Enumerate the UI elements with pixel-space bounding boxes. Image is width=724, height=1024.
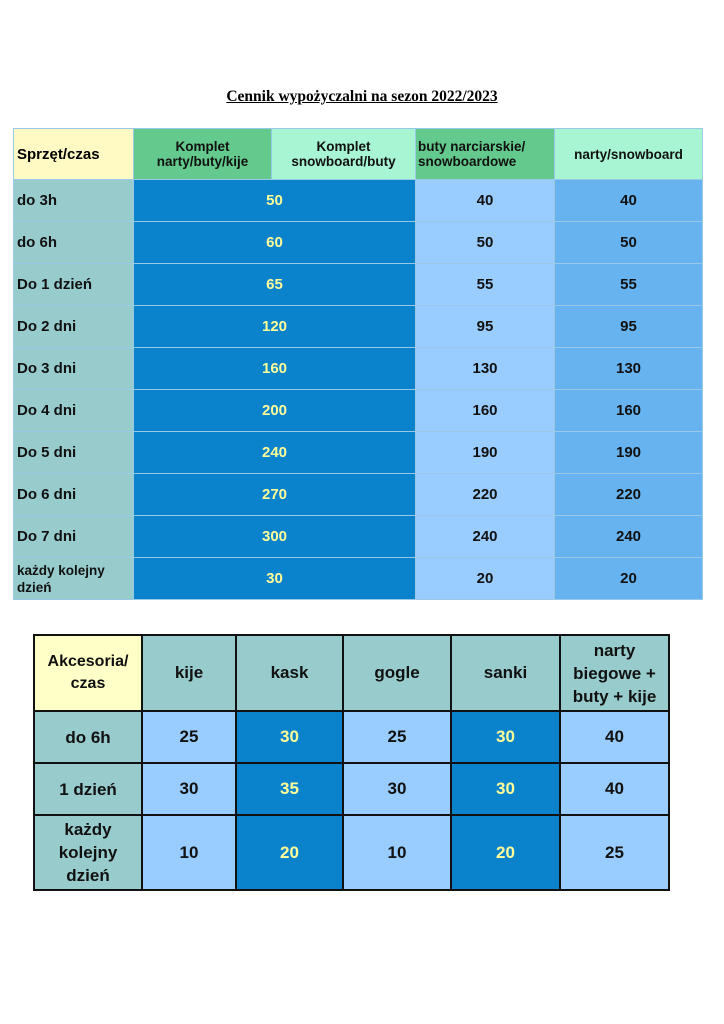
table-row — [14, 348, 703, 390]
sled-price: 30 — [451, 763, 560, 815]
skis-price: 40 — [555, 180, 703, 222]
skis-price: 50 — [555, 222, 703, 264]
row-label: Do 2 dni — [14, 306, 134, 348]
header-goggles: gogle — [343, 635, 451, 711]
table-row — [14, 558, 703, 600]
goggles-price: 25 — [343, 711, 451, 763]
table-row — [14, 474, 703, 516]
skis-price: 130 — [555, 348, 703, 390]
boots-price: 20 — [416, 558, 555, 600]
header-snowboard-set: Komplet snowboard/buty — [272, 129, 416, 180]
cross-country-price: 25 — [560, 815, 669, 890]
table-row — [14, 222, 703, 264]
equipment-price-table — [13, 128, 703, 600]
skis-price: 95 — [555, 306, 703, 348]
sled-price: 20 — [451, 815, 560, 890]
boots-price: 130 — [416, 348, 555, 390]
helmet-price: 30 — [236, 711, 343, 763]
header-sled: sanki — [451, 635, 560, 711]
page-title: Cennik wypożyczalni na sezon 2022/2023 — [226, 88, 498, 105]
set-price: 30 — [134, 558, 416, 600]
poles-price: 25 — [142, 711, 236, 763]
header-helmet: kask — [236, 635, 343, 711]
boots-price: 220 — [416, 474, 555, 516]
row-label: Do 3 dni — [14, 348, 134, 390]
boots-price: 240 — [416, 516, 555, 558]
row-label: Do 4 dni — [14, 390, 134, 432]
set-price: 240 — [134, 432, 416, 474]
row-label: Do 1 dzień — [14, 264, 134, 306]
header-boots: buty narciarskie/ snowboardowe — [416, 129, 555, 180]
table-row — [14, 516, 703, 558]
poles-price: 10 — [142, 815, 236, 890]
helmet-price: 20 — [236, 815, 343, 890]
set-price: 160 — [134, 348, 416, 390]
row-label: każdy kolejny dzień — [14, 558, 134, 600]
boots-price: 190 — [416, 432, 555, 474]
table-row — [14, 390, 703, 432]
skis-price: 220 — [555, 474, 703, 516]
table-row — [14, 264, 703, 306]
skis-price: 160 — [555, 390, 703, 432]
row-label: Do 6 dni — [14, 474, 134, 516]
row-label: Do 7 dni — [14, 516, 134, 558]
header-cross-country-set: narty biegowe + buty + kije — [560, 635, 669, 711]
header-accessories-time: Akcesoria/ czas — [34, 635, 142, 711]
row-label: Do 5 dni — [14, 432, 134, 474]
cross-country-price: 40 — [560, 763, 669, 815]
header-skis-snowboard: narty/snowboard — [555, 129, 703, 180]
set-price: 200 — [134, 390, 416, 432]
set-price: 50 — [134, 180, 416, 222]
helmet-price: 35 — [236, 763, 343, 815]
table-row — [14, 180, 703, 222]
set-price: 60 — [134, 222, 416, 264]
boots-price: 55 — [416, 264, 555, 306]
row-label: do 6h — [34, 711, 142, 763]
poles-price: 30 — [142, 763, 236, 815]
boots-price: 160 — [416, 390, 555, 432]
table-row — [14, 432, 703, 474]
set-price: 270 — [134, 474, 416, 516]
skis-price: 55 — [555, 264, 703, 306]
skis-price: 240 — [555, 516, 703, 558]
boots-price: 50 — [416, 222, 555, 264]
row-label: do 6h — [14, 222, 134, 264]
header-poles: kije — [142, 635, 236, 711]
header-equipment-time: Sprzęt/czas — [14, 129, 134, 180]
table-row — [14, 306, 703, 348]
boots-price: 40 — [416, 180, 555, 222]
accessories-header-row — [34, 635, 669, 711]
table-row — [34, 815, 669, 890]
row-label: do 3h — [14, 180, 134, 222]
goggles-price: 30 — [343, 763, 451, 815]
header-ski-set: Komplet narty/buty/kije — [134, 129, 272, 180]
skis-price: 20 — [555, 558, 703, 600]
set-price: 300 — [134, 516, 416, 558]
row-label: 1 dzień — [34, 763, 142, 815]
table-row — [34, 763, 669, 815]
set-price: 120 — [134, 306, 416, 348]
skis-price: 190 — [555, 432, 703, 474]
equipment-header-row — [14, 129, 703, 180]
goggles-price: 10 — [343, 815, 451, 890]
accessories-price-table — [33, 634, 670, 891]
set-price: 65 — [134, 264, 416, 306]
table-row — [34, 711, 669, 763]
cross-country-price: 40 — [560, 711, 669, 763]
sled-price: 30 — [451, 711, 560, 763]
boots-price: 95 — [416, 306, 555, 348]
row-label: każdy kolejny dzień — [34, 815, 142, 890]
